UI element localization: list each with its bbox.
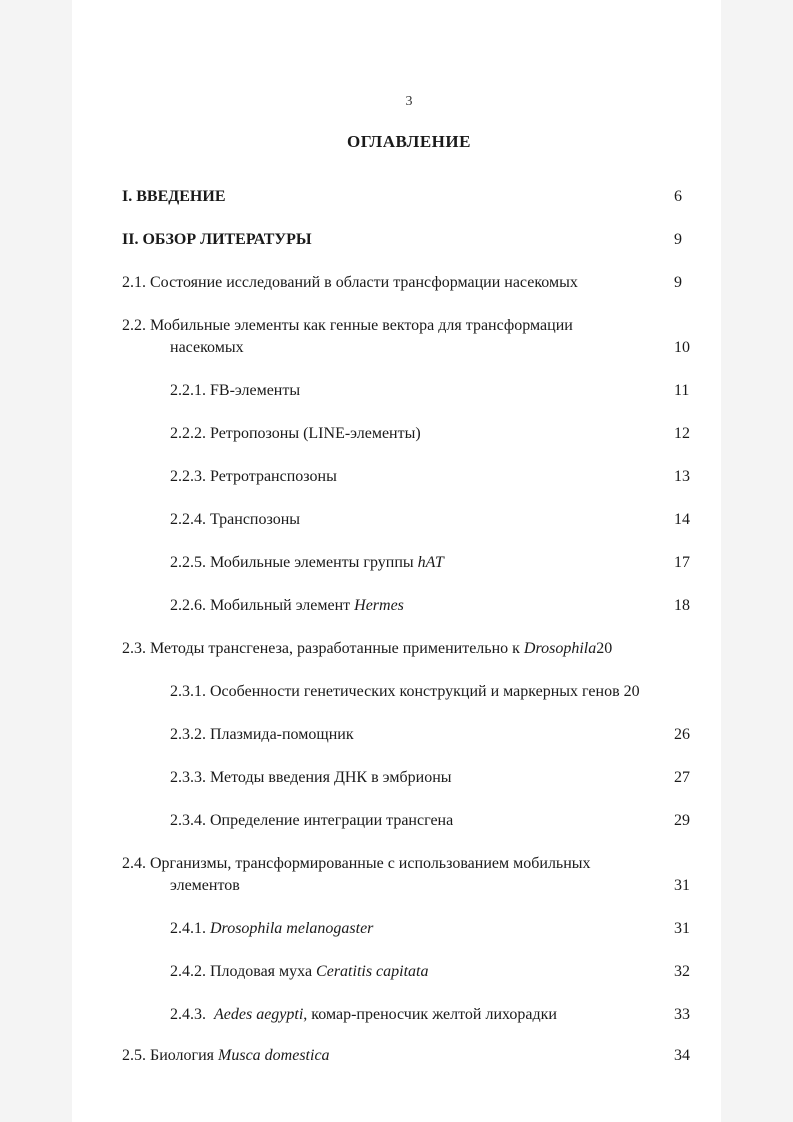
toc-entry-italic: Ceratitis capitata	[316, 963, 429, 980]
toc-entry	[170, 681, 640, 703]
toc-entry-italic: Drosophila	[523, 640, 597, 657]
toc-entry: 2.3.2. Плазмида-помощник	[170, 726, 354, 743]
toc-entry: I. ВВЕДЕНИЕ	[122, 188, 226, 205]
toc-page-number: 20	[596, 640, 613, 657]
toc-page-number: 6	[674, 188, 682, 205]
toc-page-number: 13	[674, 468, 690, 485]
toc-entry-text: 2.4.1.	[170, 920, 210, 937]
toc-page-number: 14	[674, 511, 690, 528]
toc-entry	[170, 595, 404, 617]
toc-page-number: 9	[674, 274, 682, 291]
page-edge-shade	[721, 0, 793, 1122]
toc-entry-continuation: насекомых	[170, 339, 244, 356]
toc-entry-text: 2.4.3.	[170, 1006, 214, 1023]
page-edge-shade	[0, 0, 72, 1122]
toc-page-number: 26	[674, 726, 690, 743]
page-number: 3	[405, 94, 413, 109]
toc-page-number: 32	[674, 963, 690, 980]
toc-entry-text: 2.3. Методы трансгенеза, разработанные применительно к	[122, 640, 524, 657]
toc-entry: 2.1. Состояние исследований в области трансформации насекомых	[122, 274, 578, 291]
toc-page-number: 18	[674, 597, 690, 614]
toc-entry	[122, 1045, 330, 1067]
toc-entry-text: 2.5. Биология	[122, 1047, 219, 1064]
toc-page-number: 31	[674, 920, 690, 937]
toc-entry-italic: Drosophila melanogaster	[210, 920, 374, 937]
toc-page-number: 9	[674, 231, 682, 248]
toc-page-number: 27	[674, 769, 690, 786]
toc-entry: 2.2.2. Ретропозоны (LINE-элементы)	[170, 425, 421, 442]
toc-entry	[170, 961, 429, 983]
toc-entry-italic: Musca domestica	[218, 1047, 330, 1064]
toc-entry-continuation: элементов	[170, 877, 240, 894]
toc-entry-text: 2.2.6. Мобильный элемент	[170, 597, 355, 614]
toc-page-number: 11	[674, 382, 690, 399]
toc-entry: 2.2. Мобильные элементы как генные вектора для трансформации	[122, 317, 573, 334]
toc-entry	[170, 552, 444, 574]
toc-entry-italic: Aedes aegypti	[214, 1006, 304, 1023]
toc-entry	[170, 918, 373, 940]
toc-page-number: 31	[674, 877, 690, 894]
toc-entry: 2.3.3. Методы введения ДНК в эмбрионы	[170, 769, 452, 786]
toc-entry: 2.2.1. FB-элементы	[170, 382, 301, 399]
toc-entry-italic: hAT	[417, 554, 444, 571]
toc-entry: 2.4. Организмы, трансформированные с использованием мобильных	[122, 855, 591, 872]
toc-entry-text: 2.4.2. Плодовая муха	[170, 963, 317, 980]
toc-page-number: 29	[674, 812, 690, 829]
toc-page-number: 17	[674, 554, 690, 571]
toc-entry-italic: Hermes	[354, 597, 404, 614]
toc-page-number: 10	[674, 339, 690, 356]
toc-entry-text: 2.3.1. Особенности генетических конструкций и маркерных генов	[170, 683, 620, 700]
toc-entry	[122, 638, 612, 660]
toc-page-number: 33	[674, 1006, 690, 1023]
toc-entry	[170, 1004, 557, 1026]
toc-entry-text: , комар-преносчик желтой лихорадки	[303, 1006, 557, 1023]
toc-entry: 2.2.4. Транспозоны	[170, 511, 301, 528]
toc-page-number: 34	[674, 1047, 690, 1064]
toc-entry-text: 2.2.5. Мобильные элементы группы	[170, 554, 418, 571]
toc-title: ОГЛАВЛЕНИЕ	[347, 132, 471, 151]
toc-entry: 2.2.3. Ретротранспозоны	[170, 468, 337, 485]
toc-entry: II. ОБЗОР ЛИТЕРАТУРЫ	[122, 231, 312, 248]
toc-entry: 2.3.4. Определение интеграции трансгена	[170, 812, 454, 829]
toc-page-number: 20	[623, 683, 640, 700]
toc-page-number: 12	[674, 425, 690, 442]
